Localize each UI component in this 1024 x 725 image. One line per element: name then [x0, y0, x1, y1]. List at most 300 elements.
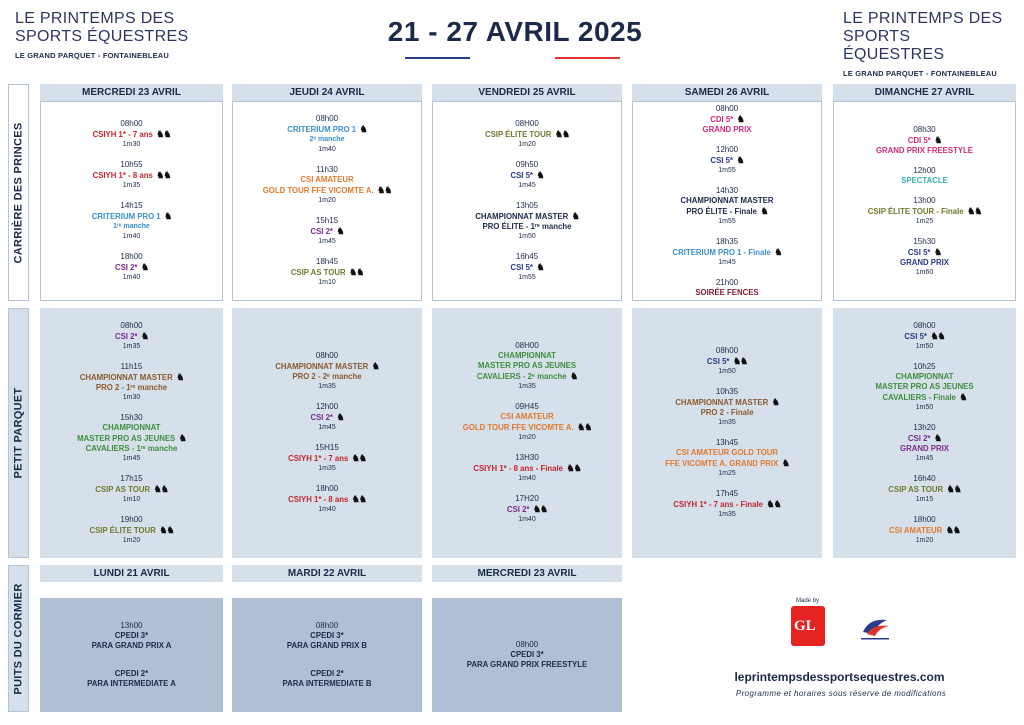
event-name-line [463, 412, 592, 422]
event-name: MASTER PRO AS JEUNES [77, 433, 176, 443]
event-name: CHAMPIONNAT [498, 351, 556, 360]
event-time: 13h00 [120, 621, 143, 630]
horse-icon: ♞♞ [350, 453, 366, 463]
event-name-line [475, 211, 579, 222]
event-time: 18h00 [913, 514, 936, 524]
event-time: 12h00 [315, 402, 339, 411]
horse-icon: ♞♞ [375, 185, 392, 195]
event-name-line [665, 458, 789, 469]
event-name-line [282, 679, 371, 689]
horse-icon: ♞ [177, 432, 186, 443]
event-entry [93, 119, 171, 150]
event-time: 13h45 [715, 438, 739, 447]
day-cell [432, 308, 622, 558]
event-name: CSI 2* [310, 413, 333, 422]
event-height: 1m20 [518, 141, 536, 148]
event-name-line [87, 669, 176, 679]
event-time: 14h30 [715, 186, 739, 195]
made-by-label: Made by [796, 598, 820, 604]
event-time: 11h15 [120, 361, 143, 371]
event-height: 1m40 [122, 233, 141, 240]
event-name: CSIYH 1* - 8 ans [288, 495, 349, 504]
event-entry [703, 104, 752, 135]
horse-icon: ♞ [570, 211, 579, 221]
day-cell [40, 308, 223, 558]
event-name: CDI 5* [710, 115, 734, 124]
title-underline-blue [405, 57, 470, 59]
event-entry [275, 351, 379, 392]
event-name-line [675, 408, 779, 418]
event-entry [288, 484, 366, 515]
event-time: 11h30 [316, 165, 338, 174]
event-time: 10h25 [913, 361, 936, 371]
event-name-line [681, 196, 774, 206]
event-name-line [868, 206, 982, 217]
event-height: 1m45 [915, 454, 934, 462]
event-time: 18h00 [120, 252, 143, 261]
event-name: GRAND PRIX [900, 257, 949, 267]
horse-icon: ♞ [932, 246, 942, 257]
event-name: MASTER PRO AS JEUNES [477, 361, 577, 370]
event-name: PRO ÉLITE - Finale [686, 207, 758, 216]
ffe-logo [855, 612, 895, 644]
day-cell [833, 308, 1016, 558]
event-name: CRITERIUM PRO 1 [91, 212, 161, 221]
event-name-line [510, 262, 543, 273]
event-name-line [467, 660, 587, 670]
event-time: 09H45 [515, 402, 539, 411]
event-entry [92, 201, 171, 242]
event-time: 16h45 [515, 252, 539, 261]
event-name: PARA INTERMEDIATE A [87, 679, 176, 688]
section-label-box [8, 84, 29, 301]
event-entry [876, 125, 973, 156]
event-height: 1m40 [318, 506, 336, 513]
horse-icon: ♞♞ [575, 422, 592, 432]
event-time: 08h00 [315, 114, 339, 123]
event-entry [463, 402, 592, 443]
horse-icon: ♞♞ [350, 494, 366, 504]
event-name: GRAND PRIX [900, 443, 949, 453]
event-name-line [310, 412, 343, 423]
horse-icon: ♞ [174, 371, 184, 382]
event-height: 1m35 [718, 511, 736, 518]
event-entry [868, 196, 982, 227]
day-header: VENDREDI 25 AVRIL [432, 84, 622, 101]
event-name-line [477, 371, 577, 382]
day-cell [632, 308, 822, 558]
event-name: CRITERIUM PRO 1 - Finale [672, 248, 771, 257]
event-name-line [475, 222, 579, 232]
horse-icon: ♞♞ [965, 205, 982, 216]
event-entry [888, 474, 961, 505]
event-name-line [92, 631, 172, 641]
event-entry [681, 186, 774, 227]
event-name: CSI 5* [710, 156, 733, 165]
event-name: CPEDI 2* [310, 669, 344, 678]
event-name-line [287, 124, 366, 135]
event-time: 08h00 [715, 346, 739, 355]
event-entry [510, 160, 543, 191]
event-name: CSI 2* [907, 433, 931, 443]
event-entry [485, 119, 569, 150]
day-header: SAMEDI 26 AVRIL [632, 84, 822, 101]
event-name-line [875, 372, 973, 382]
event-name: CAVALIERS - 2ᵉ manche [476, 372, 567, 381]
event-name-line [675, 397, 779, 408]
event-name-line [904, 331, 944, 342]
event-name-line [900, 433, 949, 444]
event-entry [695, 278, 758, 298]
event-name-line [695, 288, 758, 298]
horse-icon: ♞ [334, 412, 344, 422]
event-entry [707, 346, 747, 377]
event-name-line [703, 125, 752, 135]
event-time: 15h30 [913, 236, 936, 246]
event-entry [310, 216, 343, 247]
event-name-line [673, 247, 782, 258]
event-name: GRAND PRIX FREESTYLE [875, 145, 974, 155]
event-entry [77, 413, 186, 464]
event-note: 1ʳᵉ manche [113, 223, 150, 230]
event-entry [467, 640, 587, 670]
event-height: 1m55 [718, 167, 736, 174]
event-name: PRO 2 - 1ʳᵉ manche [95, 382, 168, 392]
event-height: 1m35 [318, 383, 336, 390]
event-time: 18h45 [315, 257, 339, 266]
event-time: 13h00 [913, 195, 936, 205]
event-name: CSIYH 1* - 7 ans [92, 130, 153, 139]
section-label: CARRIÈRE DES PRINCES [12, 121, 25, 264]
event-height: 1m30 [122, 393, 141, 401]
horse-icon: ♞♞ [152, 483, 168, 494]
event-name-line [77, 444, 186, 454]
event-name-line [310, 226, 343, 237]
event-time: 17h45 [715, 489, 739, 498]
brand-subtitle: LE GRAND PARQUET - FONTAINEBLEAU [843, 69, 998, 78]
horse-icon: ♞ [139, 262, 149, 272]
event-height: 1m45 [518, 182, 536, 189]
event-height: 1m10 [122, 495, 141, 503]
event-name: PRO ÉLITE - 1ʳᵉ manche [482, 222, 572, 231]
event-entry [87, 669, 176, 689]
event-name-line [95, 484, 168, 495]
horse-icon: ♞ [932, 134, 942, 145]
event-name: CSI 2* [506, 505, 530, 514]
horse-icon: ♞♞ [157, 524, 174, 535]
event-name-line [673, 499, 780, 510]
event-name: GRAND PRIX [702, 125, 752, 134]
event-name: CHAMPIONNAT MASTER [475, 212, 569, 221]
event-name: CSIP AS TOUR [290, 268, 346, 277]
event-name: CSI 5* [510, 171, 533, 180]
horse-icon: ♞ [568, 371, 578, 381]
horse-icon: ♞ [759, 206, 768, 216]
title-underline-red [555, 57, 620, 59]
event-time: 18h00 [315, 484, 339, 493]
horse-icon: ♞ [957, 391, 967, 402]
day-cell [232, 308, 422, 558]
section-label: PUITS DU CORMIER [12, 582, 25, 695]
event-height: 1m35 [122, 342, 141, 350]
event-height: 1m55 [718, 218, 736, 225]
event-name: MASTER PRO AS JEUNES [875, 381, 974, 391]
event-name: CRITERIUM PRO 1 [287, 125, 357, 134]
event-entry [89, 515, 173, 546]
event-time: 13H30 [515, 453, 539, 462]
horse-icon: ♞ [334, 226, 344, 236]
brand-line-1: LE PRINTEMPS DES [15, 10, 175, 27]
event-entry [507, 494, 547, 525]
event-name: CHAMPIONNAT MASTER [275, 362, 369, 371]
horse-icon: ♞ [734, 155, 744, 165]
event-name: CSI 5* [706, 357, 730, 366]
event-name: GOLD TOUR FFE VICOMTE A. [462, 423, 574, 432]
event-name: PARA GRAND PRIX B [286, 641, 368, 650]
event-height: 1m30 [122, 141, 141, 148]
event-time: 19h00 [120, 514, 143, 524]
event-name-line [77, 433, 186, 444]
horse-icon: ♞♞ [765, 499, 781, 509]
event-time: 08h00 [913, 320, 936, 330]
event-name: CSI AMATEUR GOLD TOUR [675, 448, 779, 457]
event-name-line [477, 351, 577, 361]
event-entry [80, 362, 184, 403]
horse-icon: ♞ [932, 432, 942, 443]
event-name: PRO 2 - 2ᵉ manche [292, 372, 362, 381]
event-name: CPEDI 3* [510, 650, 544, 659]
horse-icon: ♞♞ [553, 129, 570, 139]
event-name-line [89, 525, 173, 536]
event-time: 10h35 [715, 387, 739, 396]
day-cell [40, 101, 223, 301]
event-height: 1m50 [915, 342, 934, 350]
section-label: PETIT PARQUET [12, 387, 25, 479]
event-height: 1m35 [518, 383, 536, 390]
event-entry [673, 237, 782, 268]
event-name-line [288, 453, 366, 464]
event-height: 1m50 [915, 403, 934, 411]
event-entry [310, 402, 343, 433]
horse-icon: ♞♞ [731, 356, 748, 366]
event-time: 13h20 [913, 422, 936, 432]
event-time: 12h00 [715, 145, 739, 154]
event-name-line [665, 448, 789, 458]
event-name-line [92, 641, 172, 651]
horse-icon: ♞♞ [945, 483, 961, 494]
event-name-line [463, 422, 592, 433]
brand-line-2: SPORTS ÉQUESTRES [843, 28, 945, 63]
event-name-line [282, 669, 371, 679]
day-header: DIMANCHE 27 AVRIL [833, 84, 1016, 101]
day-cell [40, 598, 223, 712]
day-cell [232, 598, 422, 712]
event-entry [115, 252, 148, 283]
horse-icon: ♞ [772, 247, 782, 257]
event-name: CHAMPIONNAT [895, 371, 954, 381]
event-name: CDI 5* [907, 135, 931, 145]
event-name-line [710, 155, 743, 166]
horse-icon: ♞♞ [347, 267, 364, 277]
event-name: CSIP ÉLITE TOUR [484, 130, 552, 139]
event-height: 1m10 [318, 279, 336, 286]
event-name-line [888, 484, 961, 495]
event-name-line [115, 331, 148, 342]
event-time: 08H00 [515, 119, 539, 128]
event-name: CSI AMATEUR [889, 525, 943, 535]
event-time: 17H20 [515, 494, 539, 503]
event-name-line [275, 372, 379, 382]
event-height: 1m20 [318, 197, 336, 204]
event-time: 17h15 [120, 473, 143, 483]
day-cell [232, 101, 422, 301]
event-name: CSI 5* [904, 331, 927, 341]
event-name: CSIYH 1* - 8 ans - Finale [473, 464, 564, 473]
horse-icon: ♞ [370, 361, 379, 371]
event-height: 1m40 [518, 516, 536, 523]
event-entry [900, 423, 949, 464]
event-name: SOIRÉE FENCES [695, 288, 759, 297]
day-cell [432, 598, 622, 712]
event-name: PARA INTERMEDIATE B [282, 679, 372, 688]
event-time: 08h00 [120, 119, 143, 128]
event-name-line [510, 170, 543, 181]
horse-icon: ♞ [735, 114, 744, 124]
event-height: 1m50 [718, 368, 736, 375]
event-entry [675, 387, 779, 428]
event-height: 1m15 [915, 495, 934, 503]
event-entry [710, 145, 743, 176]
event-name-line [291, 267, 364, 278]
event-entry [291, 257, 364, 288]
event-height: 1m40 [518, 475, 536, 482]
event-name-line [485, 129, 569, 140]
event-entry [287, 114, 366, 155]
event-name-line [889, 525, 960, 536]
event-name-line [467, 650, 587, 660]
event-name-line [87, 679, 176, 689]
event-entry [475, 201, 579, 242]
event-entry [95, 474, 168, 505]
event-entry [263, 165, 392, 206]
event-name: CAVALIERS - 1ʳᵉ manche [85, 443, 178, 453]
event-time: 13h05 [515, 201, 539, 210]
event-name-line [681, 206, 774, 217]
event-name: PRO 2 - Finale [700, 408, 754, 417]
brand-left [15, 10, 195, 60]
event-time: 09h50 [515, 160, 539, 169]
event-name: CSIP ÉLITE TOUR [89, 525, 156, 535]
gl-events-logo [791, 598, 825, 646]
event-height: 1m35 [318, 465, 336, 472]
event-time: 08H00 [515, 341, 539, 350]
event-name-line [901, 176, 948, 186]
event-entry [904, 321, 944, 352]
event-entry [673, 489, 780, 520]
event-name-line [93, 129, 171, 140]
day-cell [833, 101, 1016, 301]
event-name: CHAMPIONNAT [102, 422, 161, 432]
event-height: 1m45 [718, 259, 736, 266]
event-entry [900, 237, 949, 278]
event-time: 16h40 [913, 473, 936, 483]
day-header: MERCREDI 23 AVRIL [40, 84, 223, 101]
event-entry [665, 438, 789, 479]
horse-icon: ♞ [358, 124, 367, 134]
horse-icon: ♞ [139, 330, 149, 341]
event-name-line [93, 170, 171, 181]
event-name-line [875, 392, 973, 403]
event-height: 1m35 [122, 182, 141, 189]
event-entry [288, 443, 366, 474]
section-label-box [8, 565, 29, 712]
event-name: CSIP ÉLITE TOUR - Finale [867, 206, 964, 216]
event-name: CSIP AS TOUR [95, 484, 151, 494]
event-dates-title: 21 - 27 AVRIL 2025 [387, 16, 643, 47]
event-name-line [707, 356, 747, 367]
event-time: 08h00 [315, 621, 339, 630]
event-entry [473, 453, 580, 484]
event-name-line [288, 494, 366, 505]
gl-mark: GL [794, 618, 816, 634]
event-name: CSIYH 1* - 7 ans - Finale [673, 500, 764, 509]
event-time: 08h00 [715, 104, 739, 113]
event-height: 1m60 [915, 268, 934, 276]
event-name: SPECTACLE [901, 175, 948, 185]
horse-icon: ♞ [534, 262, 544, 272]
event-name: FFE VICOMTE A. GRAND PRIX [665, 459, 779, 468]
day-header: MERCREDI 23 AVRIL [432, 565, 622, 582]
event-name-line [900, 247, 949, 258]
event-name-line [507, 504, 547, 515]
event-time: 14h15 [120, 201, 143, 210]
event-name-line [115, 262, 148, 273]
event-name: CSI 5* [907, 247, 931, 257]
horse-icon: ♞♞ [531, 504, 548, 514]
event-height: 1m45 [318, 424, 336, 431]
brand-line-1: LE PRINTEMPS DES [843, 10, 1003, 27]
event-name-line [703, 114, 752, 125]
event-name: CSIYH 1* - 7 ans [288, 454, 349, 463]
event-name: CSI 5* [510, 263, 533, 272]
event-height: 1m25 [915, 217, 934, 225]
event-name: CSI 2* [114, 331, 138, 341]
event-name-line [275, 361, 379, 372]
horse-icon: ♞♞ [928, 330, 945, 341]
event-name: CSI 2* [114, 263, 138, 272]
event-name: CSIYH 1* - 8 ans [92, 171, 153, 180]
event-name-line [80, 383, 184, 393]
event-name: PARA GRAND PRIX A [91, 641, 172, 650]
event-time: 15h30 [120, 412, 143, 422]
event-time: 08h00 [120, 320, 143, 330]
event-name-line [876, 135, 973, 146]
horse-icon: ♞♞ [154, 170, 171, 180]
website-link[interactable]: leprintempsdessportsequestres.com [734, 670, 945, 684]
event-time: 08h00 [515, 640, 539, 649]
event-name: CPEDI 2* [114, 669, 149, 678]
day-header: MARDI 22 AVRIL [232, 565, 422, 582]
brand-line-2: SPORTS ÉQUESTRES [15, 28, 189, 45]
event-height: 1m55 [518, 274, 536, 281]
event-entry [282, 669, 371, 689]
event-height: 1m20 [518, 434, 536, 441]
event-time: 15h15 [315, 216, 339, 225]
event-height: 1m40 [122, 274, 141, 281]
event-entry [93, 160, 171, 191]
event-name: CSI AMATEUR [300, 175, 354, 184]
event-time: 15H15 [315, 443, 339, 452]
